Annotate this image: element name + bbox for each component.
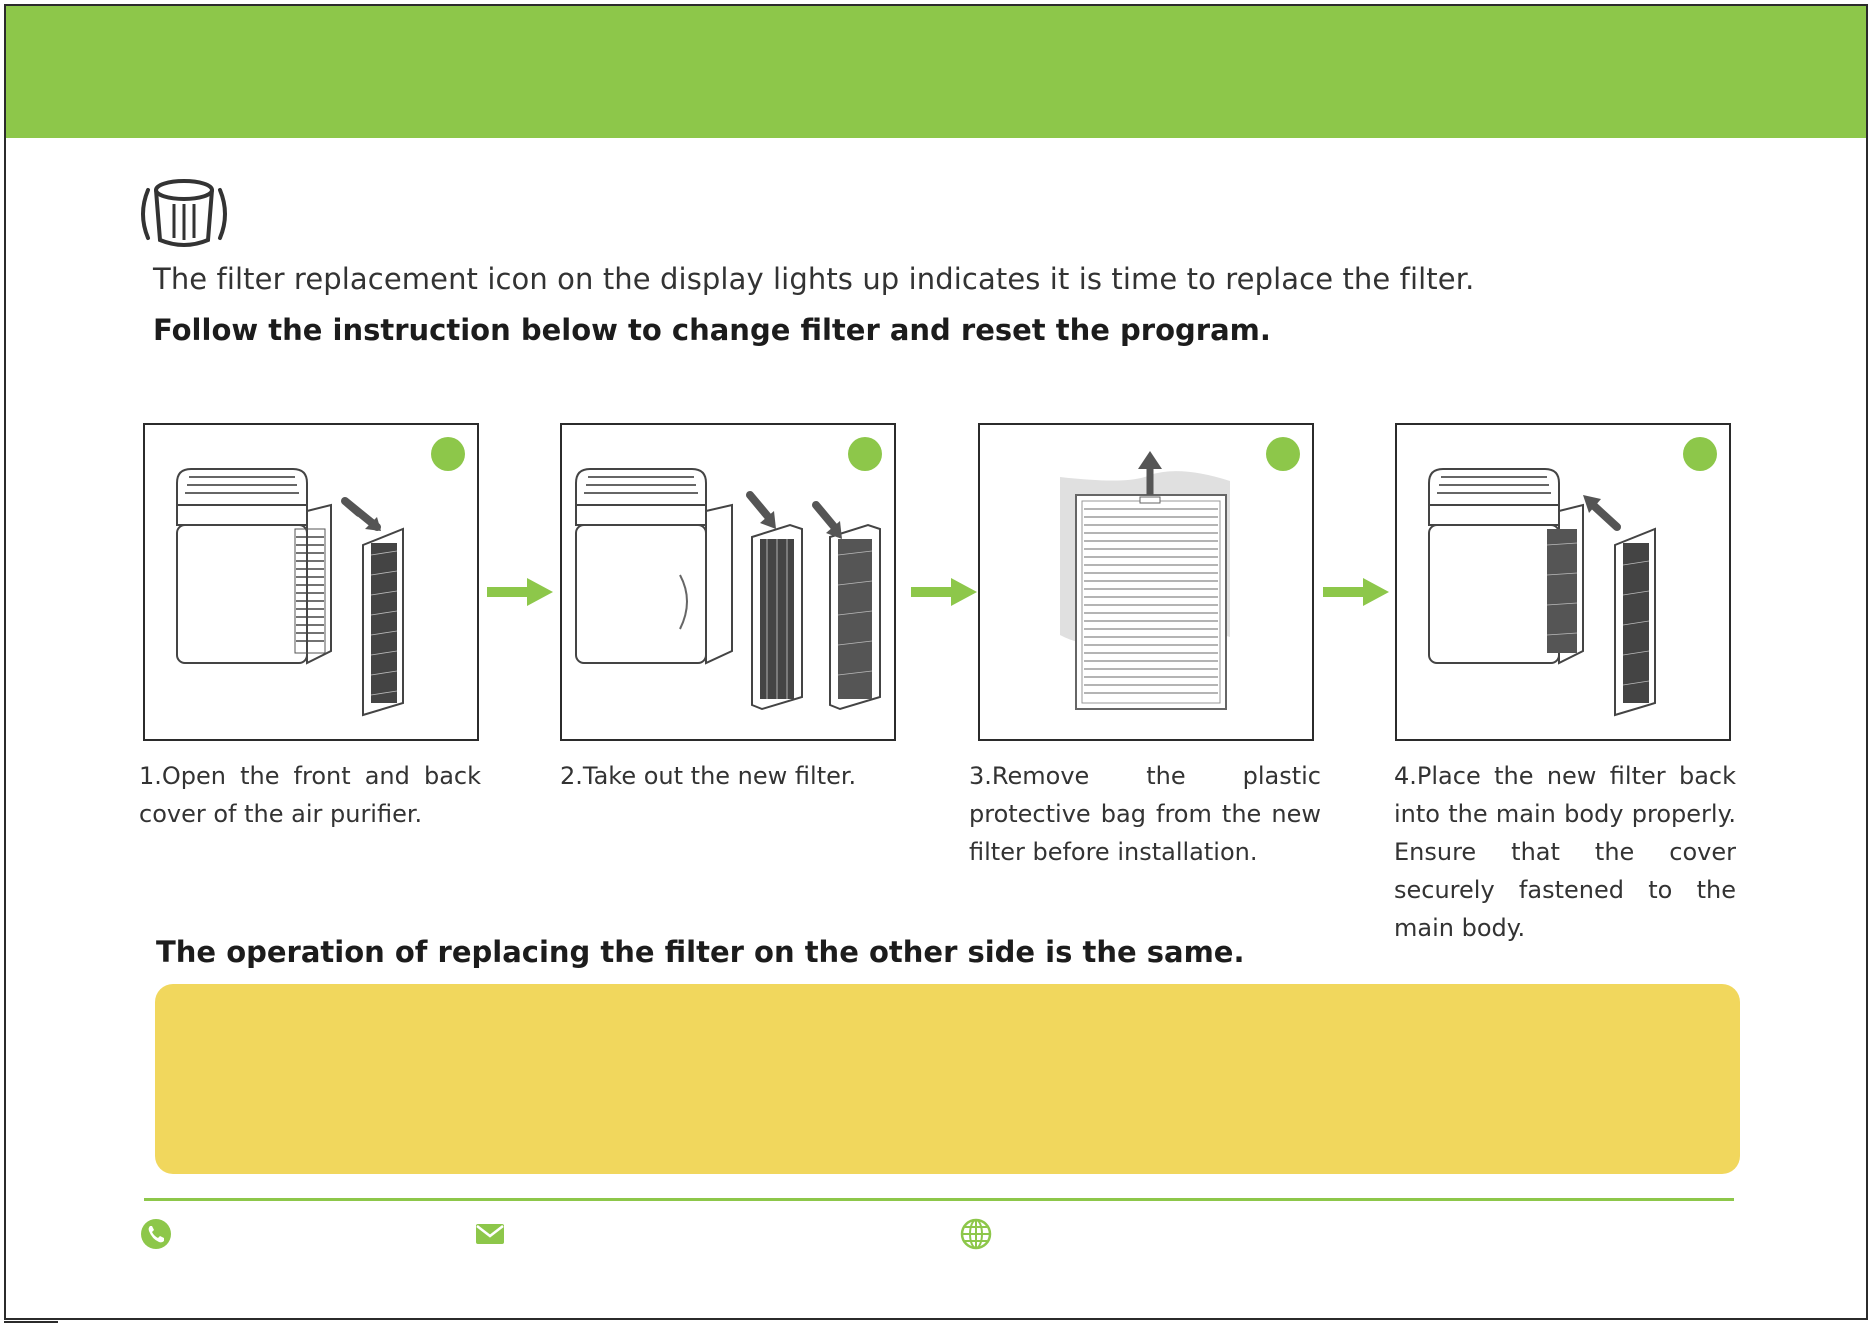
step-3-caption: 3.Remove the plastic protective bag from the new filter before installation. <box>969 762 1321 866</box>
step-2-marker <box>848 437 882 471</box>
step-4-marker <box>1683 437 1717 471</box>
flow-arrow-1 <box>487 578 553 606</box>
intro-text: The filter replacement icon on the display lights up indicates it is time to replace the filter. <box>153 262 1475 296</box>
follow-instruction-heading: Follow the instruction below to change filter and reset the program. <box>153 313 1271 347</box>
step-4-caption: 4.Place the new filter back into the main body properly. Ensure that the cover securely fastened to the main body. <box>1394 762 1736 942</box>
step-1-illustration <box>143 423 479 741</box>
step-2-illustration <box>560 423 896 741</box>
step-4-illustration <box>1395 423 1731 741</box>
flow-arrow-2 <box>911 578 977 606</box>
header-band <box>6 6 1866 138</box>
step-3-marker <box>1266 437 1300 471</box>
note-box <box>155 984 1740 1174</box>
mail-icon <box>474 1218 506 1250</box>
phone-icon <box>140 1218 172 1250</box>
other-side-note: The operation of replacing the filter on the other side is the same. <box>156 935 1245 969</box>
corner-mark <box>4 1321 58 1323</box>
step-2-caption: 2.Take out the new filter. <box>560 762 857 790</box>
step-3-illustration <box>978 423 1314 741</box>
flow-arrow-3 <box>1323 578 1389 606</box>
filter-replace-icon <box>134 176 234 252</box>
globe-icon <box>960 1218 992 1250</box>
step-1-caption: 1.Open the front and back cover of the air purifier. <box>139 762 481 828</box>
footer-rule <box>144 1198 1734 1201</box>
step-1-marker <box>431 437 465 471</box>
